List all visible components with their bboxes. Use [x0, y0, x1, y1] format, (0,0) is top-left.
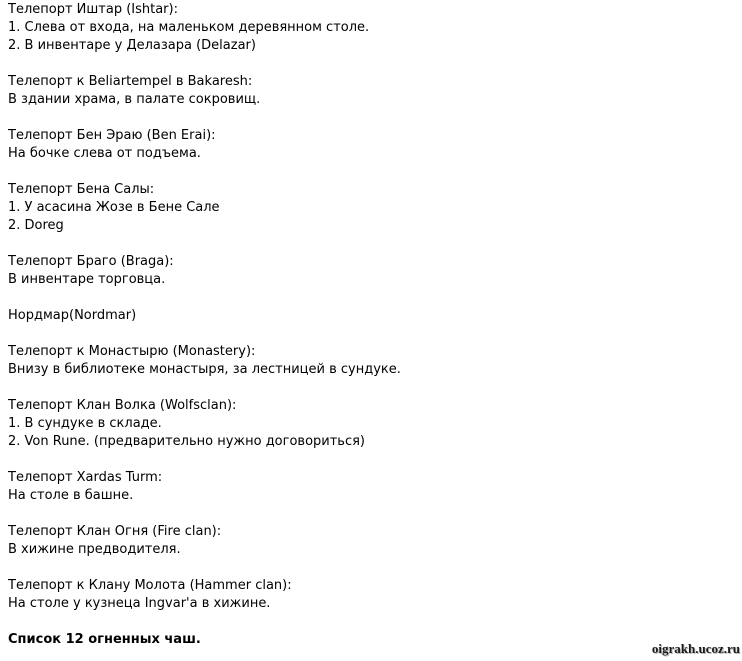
section-line: На столе в башне. [8, 488, 134, 503]
section-title: Телепорт Клан Огня (Fire clan): [8, 524, 222, 539]
section-spacer [8, 289, 734, 307]
section-title: Телепорт Бен Эраю (Ben Erai): [8, 128, 216, 143]
section-line: 2. Von Rune. (предварительно нужно договориться) [8, 434, 366, 449]
section-title: Телепорт к Beliartempel в Bakaresh: [8, 74, 253, 89]
section-title: Нордмар(Nordmar) [8, 308, 137, 323]
document-body [8, 1, 734, 649]
section-line: 1. Слева от входа, на маленьком деревянном столе. [8, 20, 370, 35]
teleport-section [8, 343, 734, 397]
section-spacer [8, 55, 734, 73]
section-title: Телепорт Иштар (Ishtar): [8, 2, 178, 17]
list-heading-fire-bowls: Список 12 огненных чаш. [8, 632, 201, 647]
section-spacer [8, 379, 734, 397]
section-spacer [8, 109, 734, 127]
section-line: 2. В инвентаре у Делазара (Delazar) [8, 38, 256, 53]
section-line: На бочке слева от подъема. [8, 146, 201, 161]
section-spacer [8, 505, 734, 523]
section-line: В хижине предводителя. [8, 542, 181, 557]
section-line: 1. У асасина Жозе в Бене Сале [8, 200, 220, 215]
section-title: Телепорт к Монастырю (Monastery): [8, 344, 256, 359]
section-line: 1. В сундуке в складе. [8, 416, 162, 431]
teleport-section [8, 1, 734, 73]
section-line: 2. Doreg [8, 218, 64, 233]
teleport-section [8, 577, 734, 631]
section-title: Телепорт к Клану Молота (Hammer clan): [8, 578, 292, 593]
section-spacer [8, 235, 734, 253]
teleport-section [8, 253, 734, 307]
section-spacer [8, 559, 734, 577]
section-title: Телепорт Клан Волка (Wolfsclan): [8, 398, 237, 413]
teleport-list [8, 1, 734, 631]
site-watermark: oigrakh.ucoz.ru [651, 641, 740, 656]
teleport-section [8, 469, 734, 523]
section-spacer [8, 613, 734, 631]
section-title: Телепорт Браго (Braga): [8, 254, 174, 269]
section-title: Телепорт Xardas Turm: [8, 470, 163, 485]
section-spacer [8, 325, 734, 343]
section-title: Телепорт Бена Салы: [8, 182, 155, 197]
teleport-section [8, 181, 734, 253]
section-spacer [8, 163, 734, 181]
section-line: Внизу в библиотеке монастыря, за лестницей в сундуке. [8, 362, 401, 377]
teleport-section [8, 127, 734, 181]
teleport-section [8, 523, 734, 577]
section-spacer [8, 451, 734, 469]
teleport-section [8, 73, 734, 127]
teleport-section [8, 397, 734, 469]
section-line: В инвентаре торговца. [8, 272, 166, 287]
section-line: В здании храма, в палате сокровищ. [8, 92, 261, 107]
section-line: На столе у кузнеца Ingvar'a в хижине. [8, 596, 271, 611]
teleport-section [8, 307, 734, 343]
